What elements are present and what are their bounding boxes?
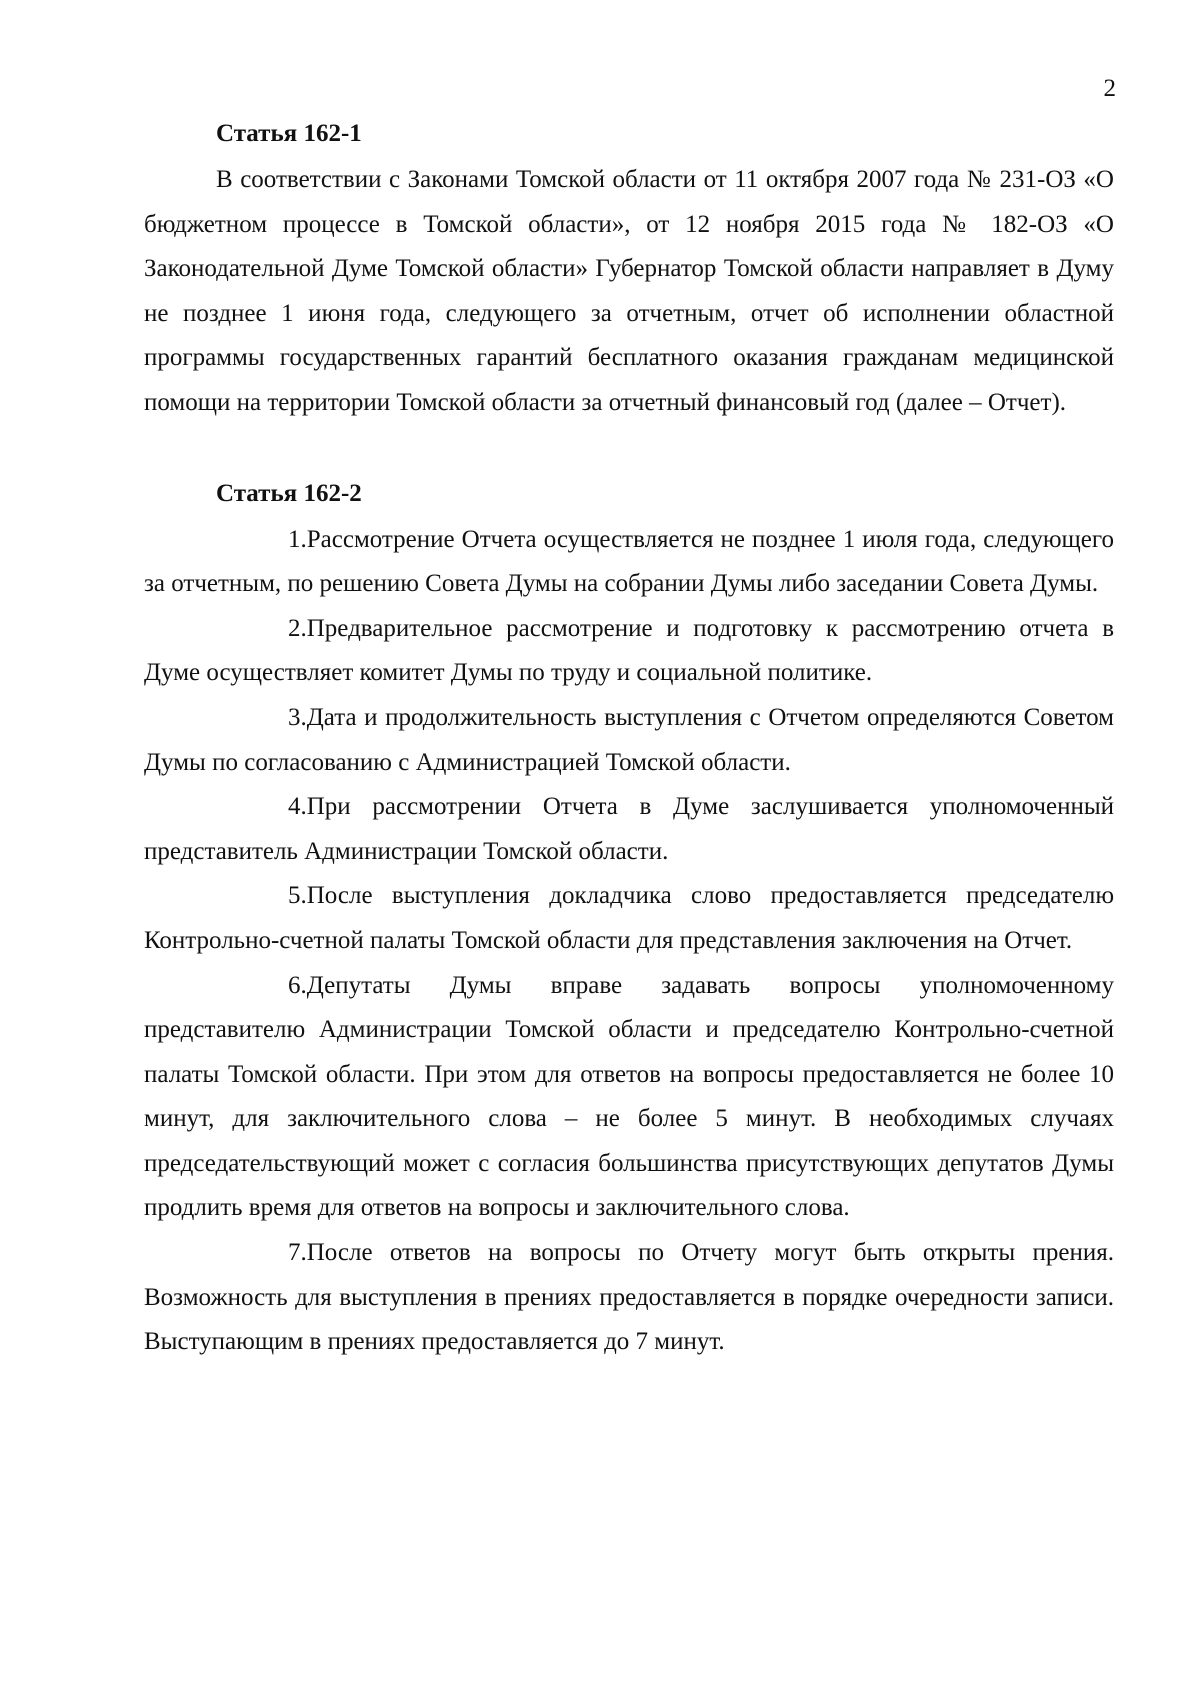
article-paragraph: В соответствии с Законами Томской области от 11 октября 2007 года № 231-ОЗ «О бюджетном процессе в Томской области», от 12 ноября 2015 года № 182-ОЗ «О Законодательной Думе Томской области» Губернатор Томской области направляет в Думу не позднее 1 июня года, следующего за отчетным, отчет об исполнении областной программы государственных гарантий бесплатного оказания гражданам медицинской помощи на территории Томской области за отчетный финансовый год (далее – Отчет).	[144, 166, 1114, 416]
numbered-item-1	[144, 518, 1114, 607]
item-text: После выступления докладчика слово предоставляется председателю Контрольно-счетной палаты Томской области для представления заключения на Отчет.	[144, 882, 1114, 954]
item-number: 7.	[288, 1239, 307, 1267]
item-text: Предварительное рассмотрение и подготовку к рассмотрению отчета в Думе осуществляет комитет Думы по труду и социальной политике.	[144, 614, 1114, 687]
item-text: Дата и продолжительность выступления с Отчетом определяются Советом Думы по согласованию с Администрацией Томской области.	[144, 703, 1114, 776]
numbered-item-6	[144, 964, 1114, 1232]
item-text: Депутаты Думы вправе задавать вопросы уполномоченному представителю Администрации Томской области и председателю Контрольно-счетной палаты Томской области. При этом для ответов на вопросы предоставляется не более 10 минут, для заключительного слова – не более 5 минут. В необходимых случаях председательствующий может с согласия большинства присутствующих депутатов Думы продлить время для ответов на вопросы и заключительного слова.	[144, 971, 1114, 1222]
article-heading: Статья 162-1	[216, 120, 362, 147]
article-162-1	[144, 116, 1114, 426]
document-body	[144, 116, 1114, 1365]
item-number: 6.	[288, 971, 307, 999]
numbered-item-3	[144, 696, 1114, 785]
item-number: 5.	[288, 882, 307, 910]
article-heading: Статья 162-2	[216, 479, 362, 507]
numbered-item-2	[144, 607, 1114, 696]
article-162-2	[144, 476, 1114, 1365]
numbered-item-4	[144, 785, 1114, 874]
numbered-item-7	[144, 1231, 1114, 1365]
item-number: 3.	[288, 703, 307, 731]
item-text: После ответов на вопросы по Отчету могут быть открыты прения. Возможность для выступления в прениях предоставляется в порядке очередности записи. Выступающим в прениях предоставляется до 7 минут.	[144, 1239, 1114, 1356]
item-text: Рассмотрение Отчета осуществляется не позднее 1 июля года, следующего за отчетным, по решению Совета Думы на собрании Думы либо заседании Совета Думы.	[144, 525, 1114, 598]
page-number: 2	[1103, 75, 1116, 102]
item-text: При рассмотрении Отчета в Думе заслушивается уполномоченный представитель Администрации Томской области.	[144, 793, 1114, 865]
item-number: 1.	[288, 525, 307, 553]
item-number: 4.	[288, 793, 307, 821]
numbered-item-5	[144, 874, 1114, 963]
item-number: 2.	[288, 614, 307, 642]
